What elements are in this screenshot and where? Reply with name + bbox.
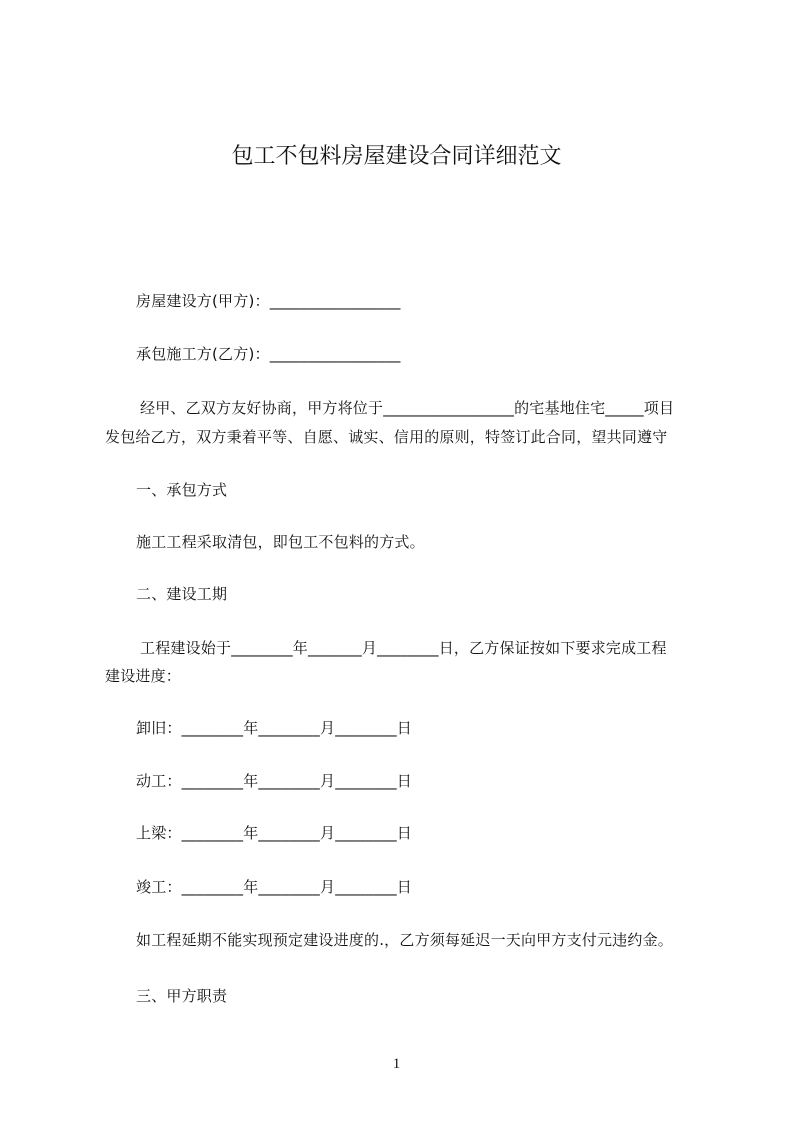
schedule-completion: 竣工：________年________月________日	[136, 878, 413, 896]
page-number: 1	[392, 1056, 401, 1072]
schedule-paragraph-line-1: 工程建设始于________年_______月________日，乙方保证按如下要求完成工程	[140, 639, 667, 657]
schedule-beam: 上梁：________年________月________日	[136, 824, 413, 842]
document-title: 包工不包料房屋建设合同详细范文	[231, 144, 562, 169]
party-a-line: 房屋建设方(甲方)：_________________	[136, 292, 401, 310]
schedule-demolition: 卸旧：________年________月________日	[136, 719, 413, 737]
section-heading-2: 二、建设工期	[136, 585, 228, 603]
intro-paragraph-line-1: 经甲、乙双方友好协商，甲方将位于_________________的宅基地住宅_____项目	[140, 399, 675, 417]
section-heading-3: 三、甲方职责	[136, 987, 228, 1005]
schedule-start: 动工：________年________月________日	[136, 772, 413, 790]
delay-penalty-text: 如工程延期不能实现预定建设进度的.，乙方须每延迟一天向甲方支付元违约金。	[136, 931, 673, 949]
section-1-text: 施工工程采取清包，即包工不包料的方式。	[136, 533, 425, 551]
intro-paragraph-line-2: 发包给乙方，双方秉着平等、自愿、诚实、信用的原则，特签订此合同，望共同遵守	[105, 428, 668, 446]
section-heading-1: 一、承包方式	[136, 481, 228, 499]
party-b-line: 承包施工方(乙方)：_________________	[136, 345, 401, 363]
schedule-paragraph-line-2: 建设进度：	[105, 667, 182, 685]
